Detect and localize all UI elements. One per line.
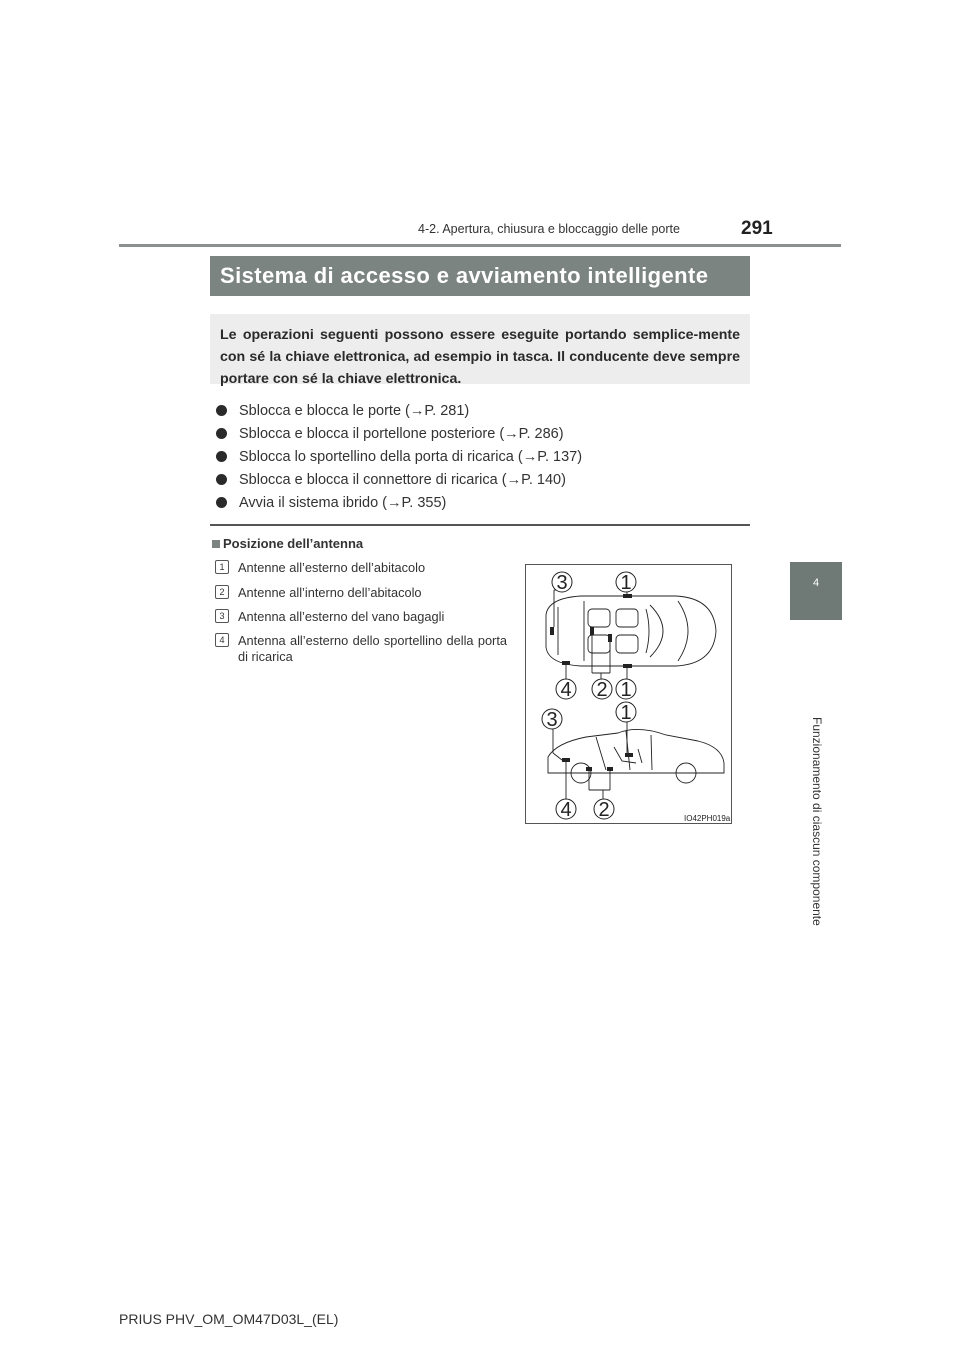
page-number: 291: [741, 218, 773, 239]
antenna-item-text: Antenne all’interno dell’abitacolo: [238, 585, 422, 600]
section-title: 4-2. Apertura, chiusura e bloccaggio delle porte: [418, 222, 680, 236]
list-item: [216, 471, 582, 494]
antenna-section-title-text: Posizione dell’antenna: [223, 536, 364, 551]
chapter-number: 4: [812, 577, 820, 589]
list-item-text[interactable]: Avvia il sistema ibrido (→P. 355): [239, 495, 447, 511]
callout-label: 1: [620, 572, 632, 594]
page-footer: PRIUS PHV_OM_OM47D03L_(EL): [119, 1311, 339, 1327]
figure-code: IO42PH019a: [684, 814, 731, 823]
number-badge: 1: [215, 560, 229, 574]
page-heading: Sistema di accesso e avviamento intelligente: [210, 256, 750, 296]
intro-text: Le operazioni seguenti possono essere eseguite portando semplice-mente con sé la chiave elettronica, ad esempio in tasca. Il conducente deve sempre portare con sé la chiave elettronica.: [220, 327, 740, 387]
callout-label: 1: [620, 679, 632, 701]
antenna-item: [215, 560, 507, 576]
callout-label: 3: [556, 572, 568, 594]
antenna-item-text: Antenne all’esterno dell’abitacolo: [238, 560, 426, 575]
list-item: [216, 448, 582, 471]
bullet-icon: [216, 405, 227, 416]
number-badge: 2: [215, 585, 229, 599]
chapter-label: Funzionamento di ciascun componente: [810, 717, 824, 926]
bullet-icon: [216, 497, 227, 508]
car-top-view-icon: [546, 596, 716, 666]
list-item: [216, 425, 582, 448]
bullet-icon: [216, 474, 227, 485]
antenna-item: [215, 585, 507, 601]
antenna-section-title: [212, 536, 363, 551]
callout-label: 3: [546, 709, 558, 731]
number-badge: 3: [215, 609, 229, 623]
header-rule: [119, 244, 841, 247]
callout-label: 2: [596, 679, 608, 701]
list-item: [216, 402, 582, 425]
intro-box: [210, 314, 750, 387]
list-item: [216, 494, 582, 517]
feature-list: [216, 402, 582, 517]
car-side-view-icon: [548, 729, 724, 783]
bullet-icon: [216, 428, 227, 439]
bullet-icon: [216, 451, 227, 462]
antenna-item-text: Antenna all’esterno dello sportellino della porta di ricarica: [238, 633, 507, 664]
list-item-text[interactable]: Sblocca e blocca il connettore di ricarica (→P. 140): [239, 472, 566, 488]
list-item-text[interactable]: Sblocca e blocca il portellone posteriore (→P. 286): [239, 426, 564, 442]
number-badge: 4: [215, 633, 229, 647]
callout-label: 1: [620, 702, 632, 724]
callout-label: 4: [560, 679, 572, 701]
square-bullet-icon: [212, 540, 220, 548]
antenna-item: [215, 633, 507, 665]
list-item-text[interactable]: Sblocca e blocca le porte (→P. 281): [239, 403, 470, 419]
list-item-text[interactable]: Sblocca lo sportellino della porta di ricarica (→P. 137): [239, 449, 583, 465]
section-divider: [210, 524, 750, 526]
antenna-markers-top: [550, 594, 632, 668]
antenna-item-text: Antenna all’esterno del vano bagagli: [238, 609, 445, 624]
antenna-item: [215, 609, 507, 625]
callout-label: 4: [560, 799, 572, 821]
car-diagram: [526, 565, 733, 825]
callout-label: 2: [598, 799, 610, 821]
chapter-tab[interactable]: [790, 562, 842, 620]
antenna-location-figure: [525, 564, 732, 824]
